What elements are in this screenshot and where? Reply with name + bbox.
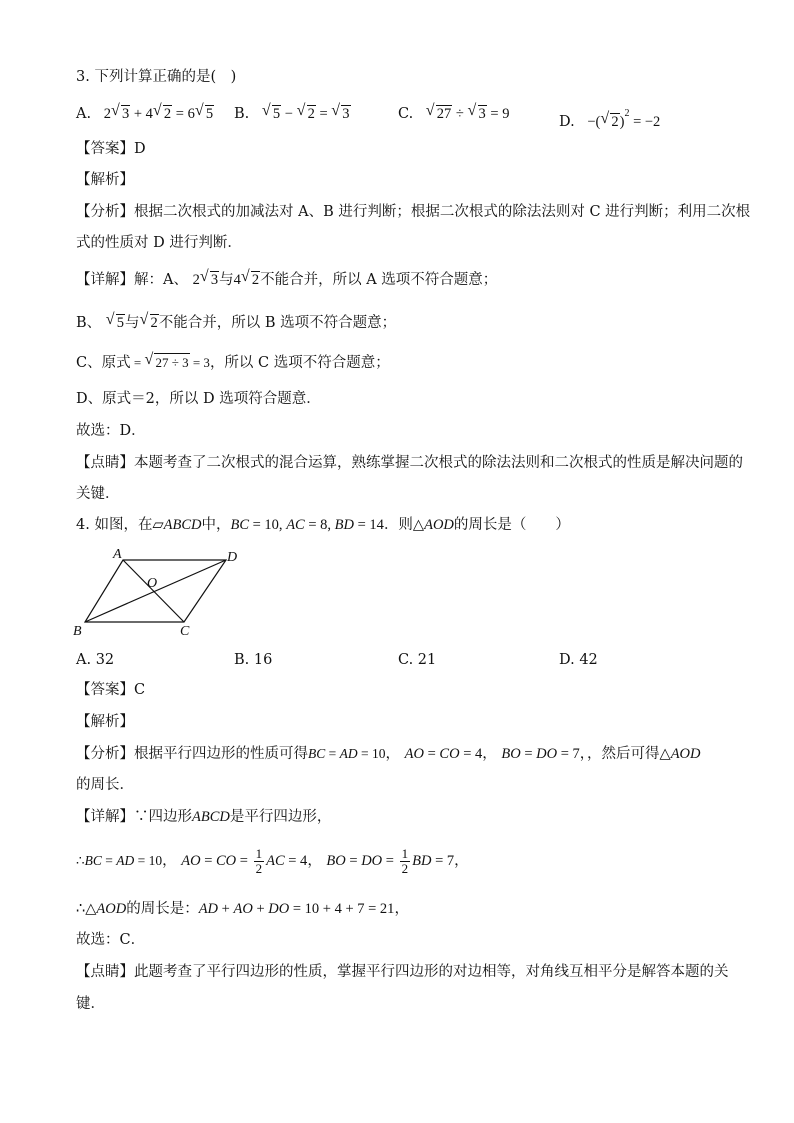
vertex-label-b: B xyxy=(73,624,82,639)
q3-stem: 3. 下列计算正确的是( ) xyxy=(76,69,237,85)
q4-option-b: B. 16 xyxy=(234,652,273,668)
vertex-label-c: C xyxy=(180,624,190,639)
vertex-label-d: D xyxy=(227,550,238,565)
q3-options xyxy=(76,104,734,130)
q3-xiangjie-b: B、 √ 5与√ 2不能合并，所以 B 选项不符合题意； xyxy=(76,313,734,333)
vertex-label-a: A xyxy=(113,547,122,562)
q4-fenxi-line2: 的周长． xyxy=(76,777,134,793)
q4-stem: 4. 如图，在▱ABCD中，BC = 10, AC = 8, BD = 14．则△AOD的周长是（ ） xyxy=(76,517,570,533)
q4-dianjing-line1: 【点睛】此题考查了平行四边形的性质，掌握平行四边形的对边相等，对角线互相平分是解答本题的关 xyxy=(76,964,729,980)
q3-analysis-head: 【解析】 xyxy=(76,172,134,188)
q4-fenxi-line1: 【分析】根据平行四边形的性质可得BC = AD = 10， AO = CO = 4， BO = DO = 7，，然后可得△AOD xyxy=(76,746,701,762)
q3-xiangjie-a: 【详解】解：A、 2√ 3与4√ 2不能合并，所以 A 选项不符合题意； xyxy=(76,270,734,290)
q3-answer: 【答案】D xyxy=(76,141,146,157)
q3-dianjing-line2: 关键． xyxy=(76,486,120,502)
q4-xiangjie-line3: ∴△AOD的周长是：AD + AO + DO = 10 + 4 + 7 = 21， xyxy=(76,901,409,917)
q3-option-a: A. 2√ 3 + 4√ 2 = 6√ 5 xyxy=(76,104,214,124)
q4-xiangjie-line2: ∴BC = AD = 10， AO = CO = $\frac{1}{2}$ AC = 4， BO = DO = $\frac{1}{2}$ BD = 7， xyxy=(76,845,469,876)
q3-choose: 故选：D． xyxy=(76,423,146,439)
q4-xiangjie-line1: 【详解】∵四边形ABCD是平行四边形， xyxy=(76,809,332,825)
q3-fenxi-line1: 【分析】根据二次根式的加减法对 A、B 进行判断；根据二次根式的除法法则对 C 进行判断；利用二次根 xyxy=(76,204,751,220)
center-label-o: O xyxy=(147,576,158,591)
q4-options xyxy=(76,650,734,670)
q4-option-c: C. 21 xyxy=(398,652,437,668)
q3-xiangjie-c: C、原式 = √ 27 ÷ 3 = 3，所以 C 选项不符合题意； xyxy=(76,353,734,373)
q3-option-b: B. √ 5 − √ 2 = √ 3 xyxy=(234,104,351,124)
q3-xiangjie-d: D、原式＝2，所以 D 选项符合题意． xyxy=(76,391,321,407)
q4-analysis-head: 【解析】 xyxy=(76,714,134,730)
q4-choose: 故选：C． xyxy=(76,932,146,948)
q4-answer: 【答案】C xyxy=(76,682,146,698)
q4-option-a: A. 32 xyxy=(76,652,115,668)
q4-dianjing-line2: 键． xyxy=(76,996,105,1012)
q4-option-d: D. 42 xyxy=(559,652,598,668)
diagonal-ac xyxy=(123,560,184,622)
q3-option-c: C. √ 27 ÷ √ 3 = 9 xyxy=(398,104,509,124)
parallelogram-figure xyxy=(70,543,250,643)
q3-fenxi-line2: 式的性质对 D 进行判断． xyxy=(76,235,242,251)
q3-dianjing-line1: 【点睛】本题考查了二次根式的混合运算，熟练掌握二次根式的除法法则和二次根式的性质是解决问题的 xyxy=(76,455,743,471)
q3-option-d: D. −(√ 2)$^2$ = −2 xyxy=(559,104,660,132)
